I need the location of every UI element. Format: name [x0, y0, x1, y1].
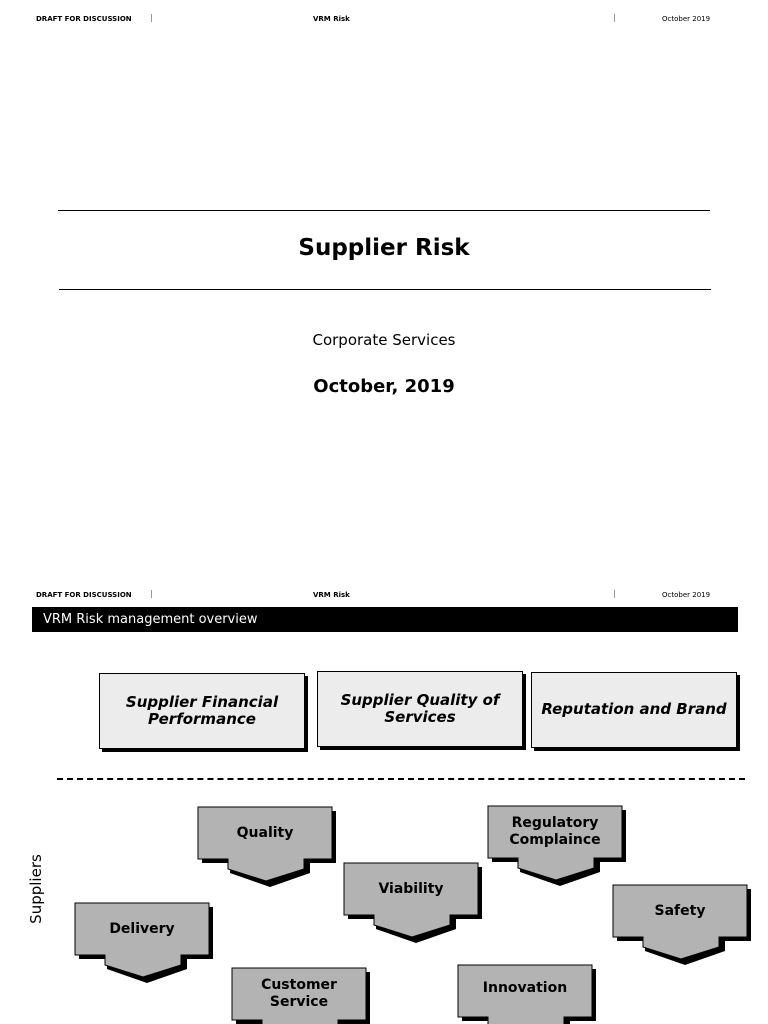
suppliers-side-label: Suppliers [27, 854, 45, 924]
callout-delivery: Delivery [109, 920, 175, 937]
category-quality-of-services: Supplier Quality of Services [317, 671, 523, 747]
category-financial-performance: Supplier Financial Performance [99, 673, 305, 749]
header-date-label: October 2019 [662, 591, 711, 599]
slide-subtitle: Corporate Services [312, 331, 456, 349]
slide-title: Supplier Risk [298, 235, 470, 261]
slide-date: October, 2019 [313, 376, 455, 397]
category-reputation-brand: Reputation and Brand [531, 672, 737, 748]
header-draft-label: DRAFT FOR DISCUSSION [36, 15, 132, 23]
header-center-label: VRM Risk [313, 15, 350, 23]
callout-customer-service: Customer Service [261, 977, 337, 1010]
header-center-label: VRM Risk [313, 591, 350, 599]
header-draft-label: DRAFT FOR DISCUSSION [36, 591, 132, 599]
callout-safety: Safety [654, 902, 706, 919]
callout-innovation: Innovation [482, 979, 568, 996]
header-date-label: October 2019 [662, 15, 711, 23]
callout-quality: Quality [236, 824, 294, 841]
callout-regulatory-compliance: Regulatory Complaince [509, 815, 601, 848]
callout-viability: Viability [378, 880, 444, 897]
section-title-bar: VRM Risk management overview [32, 607, 738, 632]
